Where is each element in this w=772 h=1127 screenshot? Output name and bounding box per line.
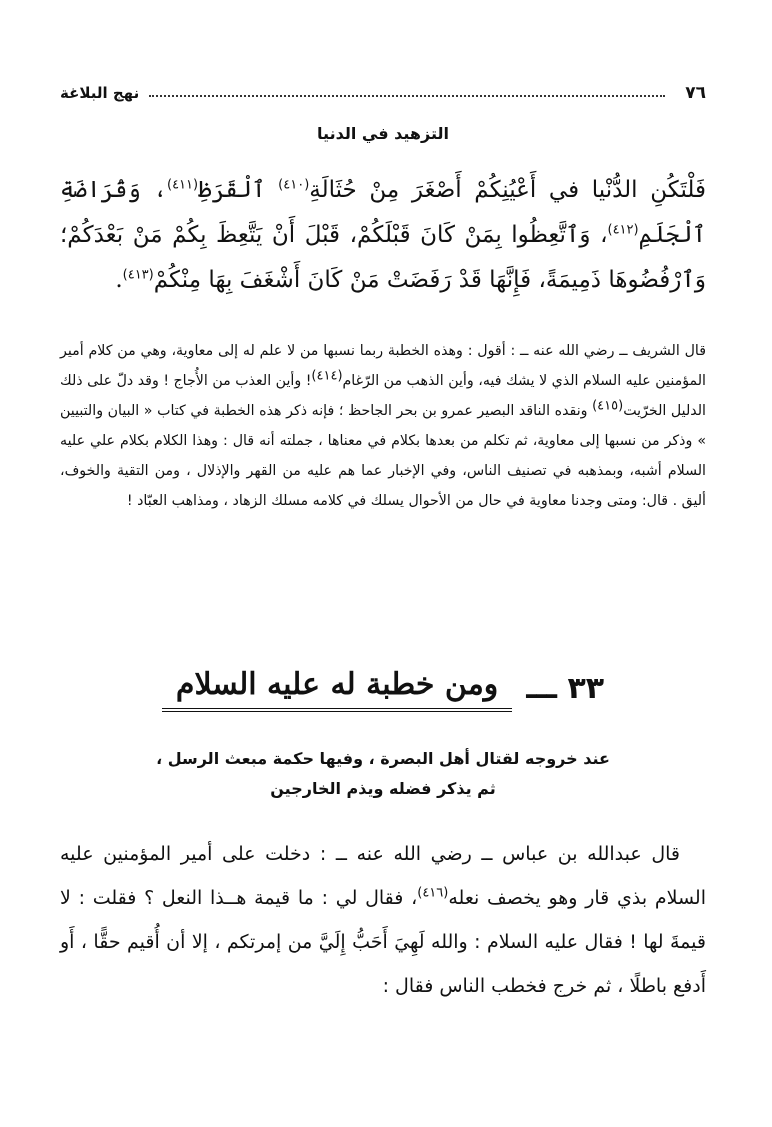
khutba-subtitle — [60, 744, 706, 804]
commentary-text: ! وأين العذب من الأُجاج ! وقد دلّ على ذلك الدليل الخرّيت — [60, 373, 706, 419]
khutba-number: ٣٣ ـــ — [526, 670, 605, 706]
footnote-marker: (٤١٣) — [122, 267, 154, 283]
commentary-paragraph — [60, 336, 706, 516]
narration-text: ، فقال لي : ما قيمة هــذا النعل ؟ فقلت : لا قيمةَ لها ! فقال عليه السلام : والله لَهِيَ أَحَبُّ إِلَيَّ من إمرتكم ، إلا أن أُقيم حقًّا ، أَو أَدفع باطلًا ، ثم خرج فخطب الناس فقال : — [60, 887, 706, 997]
footnote-marker: (٤١٤) — [311, 368, 343, 384]
book-title: نهج البلاغة — [60, 84, 140, 102]
footnote-marker: (٤١٦) — [417, 885, 449, 901]
subtitle-line: ثم يذكر فضله ويذم الخارجين — [270, 779, 496, 798]
verse-text: ، وَٱتَّعِظُوا بِمَنْ كَانَ قَبْلَكُمْ، قَبْلَ أَنْ يَتَّعِظَ بِكُمْ مَنْ بَعْدَكُمْ؛ وَٱرْفُضُوهَا ذَمِيمَةً، فَإِنَّهَا قَدْ رَفَضَتْ مَنْ كَانَ أَشْغَفَ بِهَا مِنْكُمْ — [60, 222, 706, 293]
subtitle-line: عند خروجه لقتال أهل البصرة ، وفيها حكمة مبعث الرسل ، — [156, 749, 610, 768]
section-title: التزهيد في الدنيا — [317, 124, 449, 143]
page-header — [60, 78, 706, 108]
footnote-marker: (٤١٠) — [278, 177, 310, 193]
khutba-title: ومن خطبة له عليه السلام — [162, 665, 512, 712]
narration-text: قال عبدالله بن عباس ــ رضي الله عنه ــ : دخلت على أمير المؤمنين عليه السلام بذي قار وهو يخصف نعله — [60, 843, 706, 909]
commentary-text: ونقده الناقد البصير عمرو بن بحر الجاحظ ؛ فإنه ذكر هذه الخطبة في كتاب « البيان والتبيين » وذكر من نسبها إلى معاوية، ثم تكلم من بعدها بكلام في معناها ، جملته أنه قال : وهذا الكلام بكلام علي عليه السلام أشبه، وبمذهبه في تصنيف الناس، وفي الإخبار عما هم عليه من القهر والإذلال ، ومن التقية والخوف، أليق . قال: ومتى وجدنا معاوية في حال من الأحوال يسلك في كلامه مسلك الزهاد ، ومذاهب العبّاد ! — [60, 403, 706, 509]
page-number: ٧٦ — [685, 83, 706, 103]
header-dotted-leader — [149, 95, 665, 97]
footnote-marker: (٤١٢) — [607, 222, 639, 238]
sermon-excerpt — [60, 168, 706, 303]
footnote-marker: (٤١١) — [167, 177, 199, 193]
verse-text: ٱلْقَرَظِ — [198, 177, 279, 203]
verse-text: فَلْتَكُنِ الدُّنْيا في أَعْيُنِكُمْ أَصْغَرَ مِنْ حُثَالَةِ — [309, 177, 706, 203]
verse-text: ، وَقُرَاضَةِ ٱلْجَلَمِ — [60, 177, 706, 248]
narration-paragraph — [60, 832, 706, 1008]
commentary-text: قال الشريف ــ رضي الله عنه ــ : أقول : وهذه الخطبة ربما نسبها من لا علم له إلى معاوية، وهي من كلام أمير المؤمنين عليه السلام الذي لا يشك فيه، وأين الذهب من الرّغام — [60, 343, 706, 389]
verse-text: . — [115, 267, 123, 293]
footnote-marker: (٤١٥) — [592, 398, 624, 414]
khutba-heading — [60, 658, 706, 718]
